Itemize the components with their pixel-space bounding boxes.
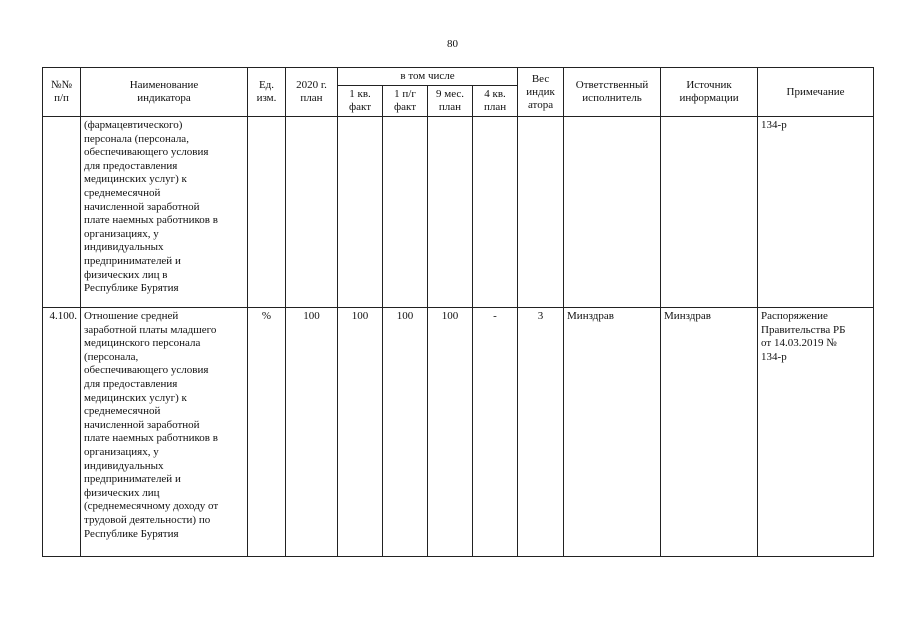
header-plan-2020: 2020 г. план: [286, 68, 338, 117]
cell-responsible: [564, 117, 661, 308]
cell-h1-fact: 100: [383, 308, 428, 557]
header-9m-plan: 9 мес. план: [428, 86, 473, 117]
cell-indicator-name: (фармацевтического) персонала (персонала, обеспечивающего условия для предоставления медицинских услуг) к среднемесячной начисленной заработной плате наемных работников в организациях, у индивидуальных предпринимателей и физических лиц в Республике Бурятия: [81, 117, 248, 308]
header-source: Источник информации: [661, 68, 758, 117]
cell-weight: 3: [518, 308, 564, 557]
cell-q4-plan: -: [473, 308, 518, 557]
cell-h1-fact: [383, 117, 428, 308]
header-including: в том числе: [338, 68, 518, 86]
cell-weight: [518, 117, 564, 308]
cell-plan-2020: 100: [286, 308, 338, 557]
cell-q1-fact: 100: [338, 308, 383, 557]
header-q4-plan: 4 кв. план: [473, 86, 518, 117]
cell-plan-2020: [286, 117, 338, 308]
header-responsible: Ответственный исполнитель: [564, 68, 661, 117]
cell-note: Распоряжение Правительства РБ от 14.03.2019 № 134-р: [758, 308, 874, 557]
cell-note: 134-р: [758, 117, 874, 308]
header-row-top: [43, 68, 874, 86]
header-note: Примечание: [758, 68, 874, 117]
page-number: 80: [447, 38, 458, 50]
table-row: [43, 308, 874, 557]
cell-unit: [248, 117, 286, 308]
cell-source: Минздрав: [661, 308, 758, 557]
cell-9m-plan: [428, 117, 473, 308]
cell-q4-plan: [473, 117, 518, 308]
header-unit: Ед. изм.: [248, 68, 286, 117]
cell-num: [43, 117, 81, 308]
cell-responsible: Минздрав: [564, 308, 661, 557]
cell-unit: %: [248, 308, 286, 557]
header-weight: Вес индик атора: [518, 68, 564, 117]
indicators-table: [42, 67, 874, 557]
cell-q1-fact: [338, 117, 383, 308]
cell-9m-plan: 100: [428, 308, 473, 557]
header-num: №№ п/п: [43, 68, 81, 117]
cell-num: 4.100.: [43, 308, 81, 557]
table-row: [43, 117, 874, 308]
cell-indicator-name: Отношение средней заработной платы младшего медицинского персонала (персонала, обеспечивающего условия для предоставления медицинских услуг) к среднемесячной начисленной заработной плате наемных работников в организациях, у индивидуальных предпринимателей и физических лиц (среднемесячному доходу от трудовой деятельности) по Республике Бурятия: [81, 308, 248, 557]
cell-source: [661, 117, 758, 308]
header-indicator-name: Наименование индикатора: [81, 68, 248, 117]
header-q1-fact: 1 кв. факт: [338, 86, 383, 117]
header-h1-fact: 1 п/г факт: [383, 86, 428, 117]
